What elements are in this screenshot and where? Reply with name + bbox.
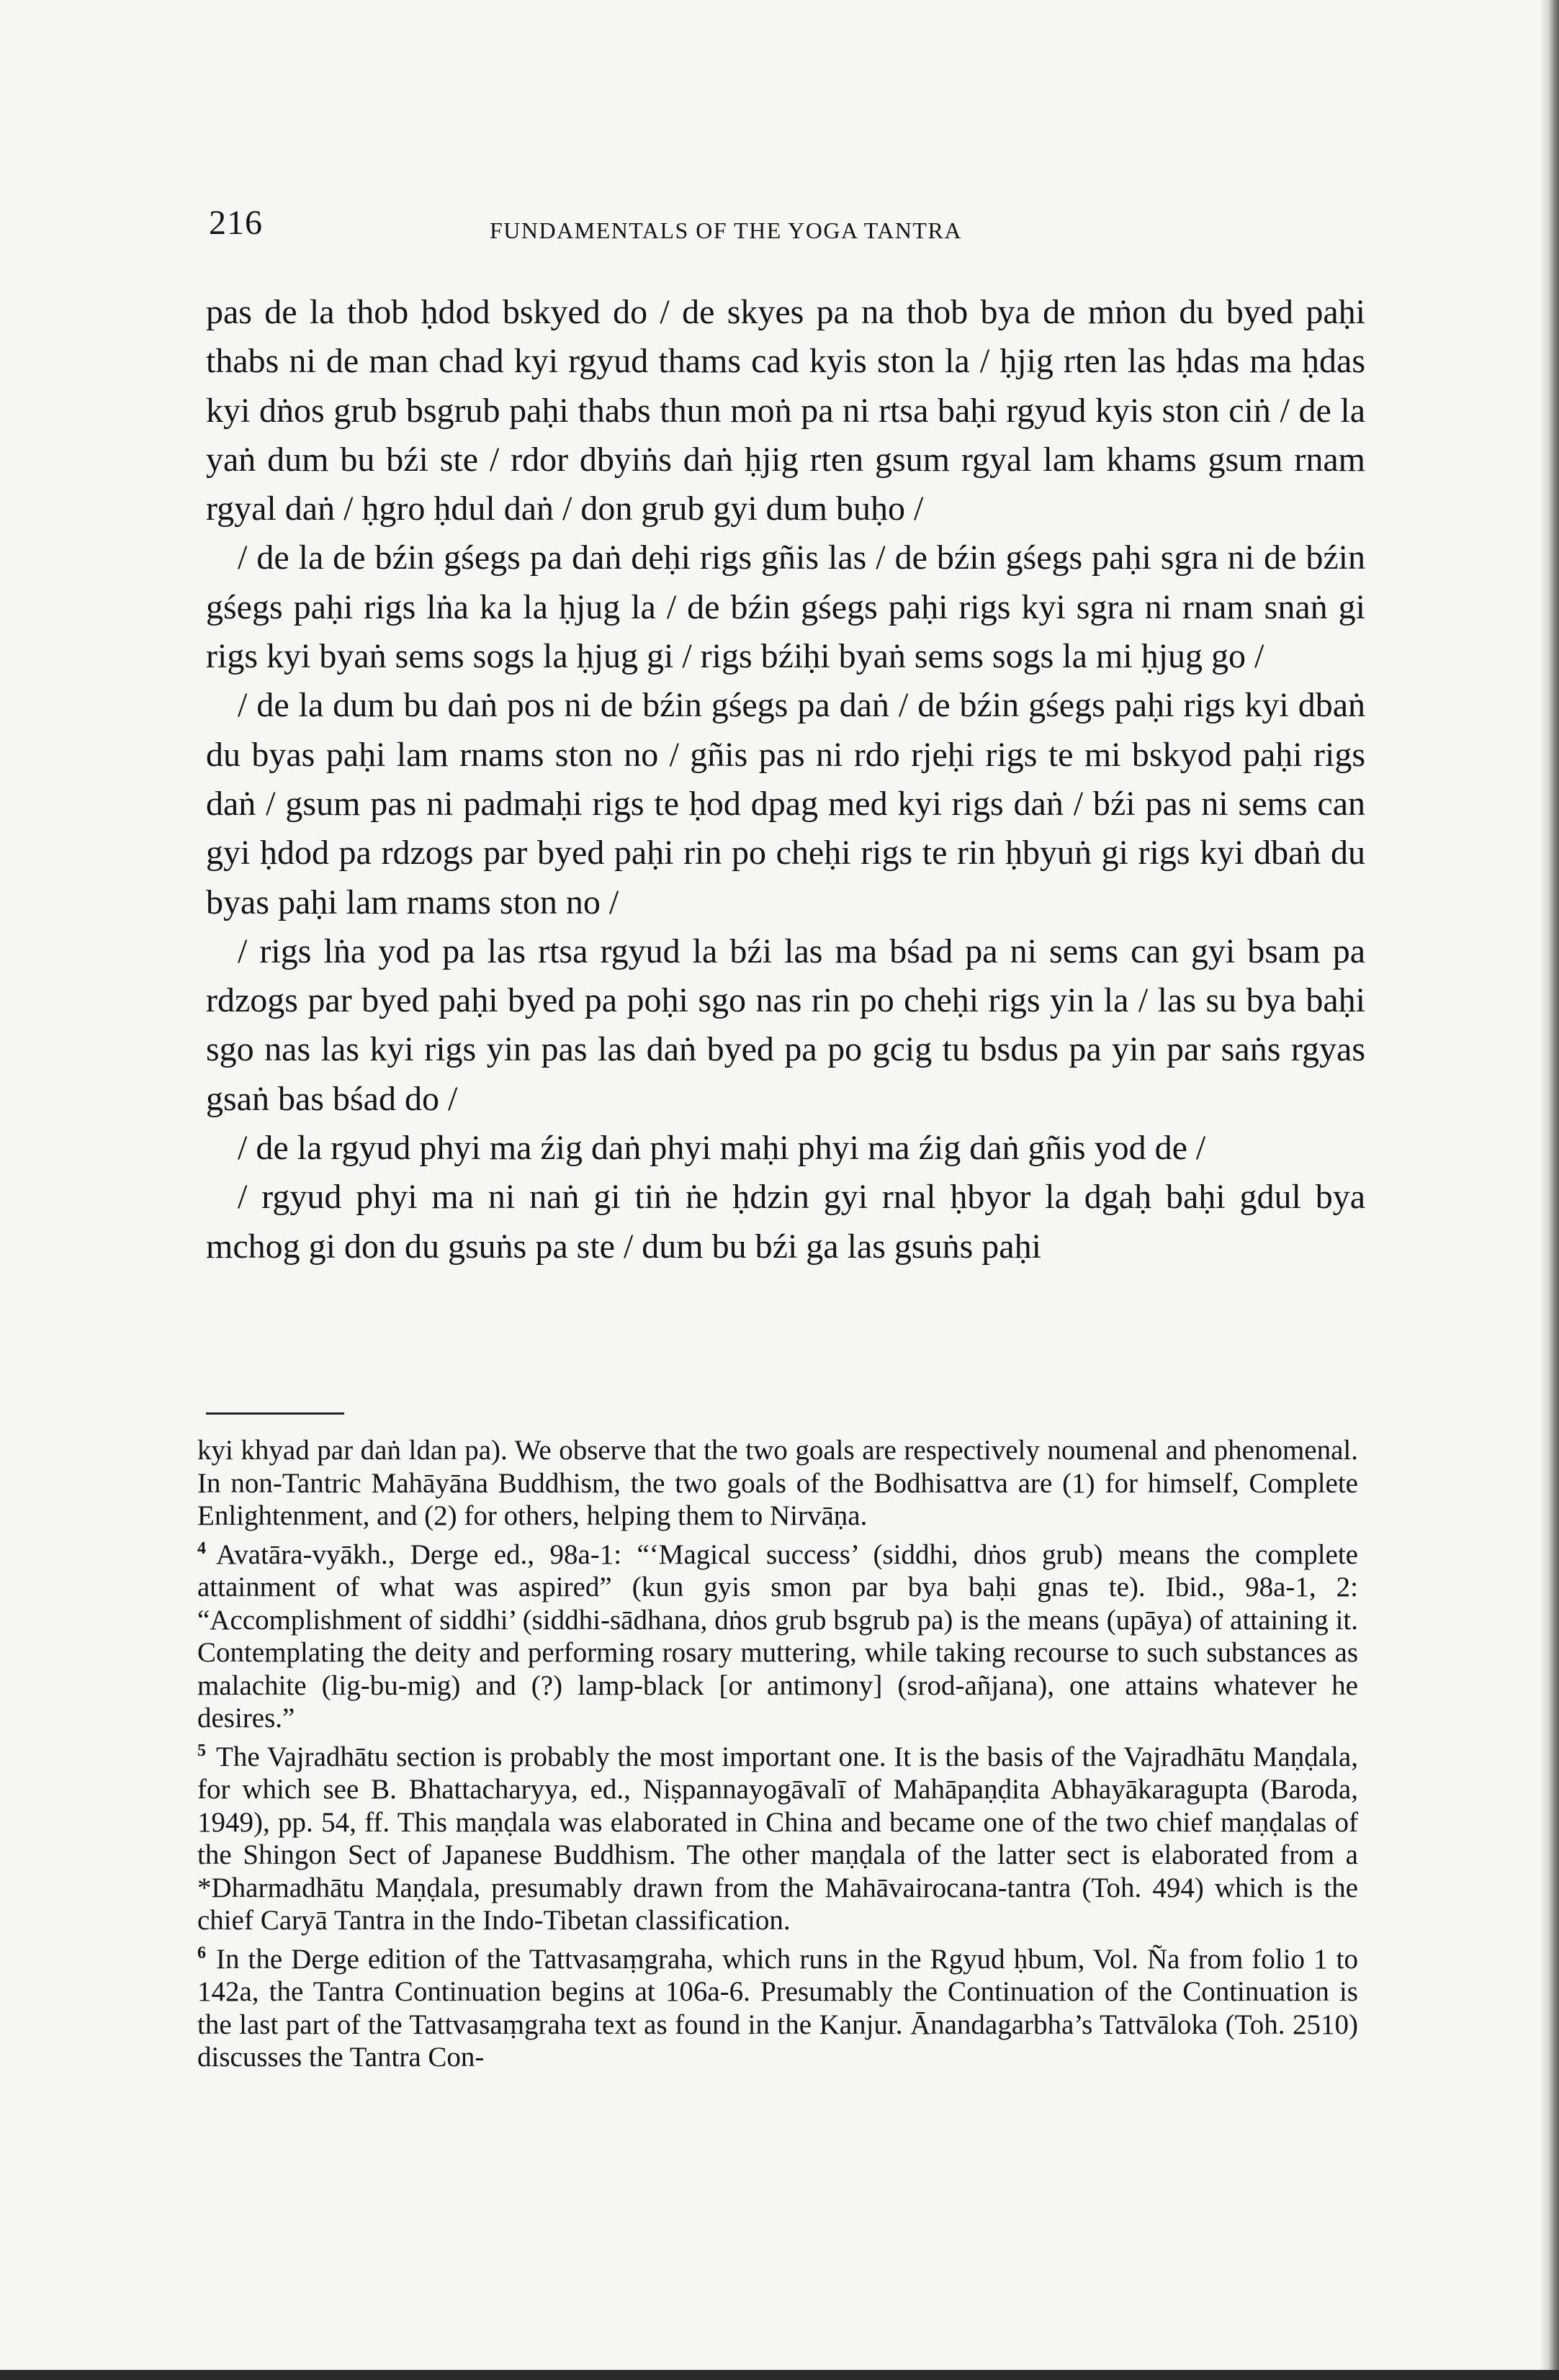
page-header — [209, 203, 1361, 246]
footnote-text: The Vajradhātu section is probably the most important one. It is the basis of the Vajradhātu Maṇḍala, for which see B. Bhattacharyya, ed., Niṣpannayogāvalī of Mahāpaṇḍita Abhayākaragupta (Baroda, 1949), pp. 54, ff. This maṇḍala was elaborated in China and became one of the two chief maṇḍalas of the Shingon Sect of Japanese Buddhism. The other maṇḍala of the latter sect is elaborated from a *Dharmadhātu Maṇḍala, presumably drawn from the Mahāvairocana-tantra (Toh. 494) which is the chief Caryā Tantra in the Indo-Tibetan classification. — [197, 1741, 1358, 1936]
footnote-5 — [197, 1735, 1358, 1937]
footnote-4 — [197, 1533, 1358, 1735]
footnotes — [197, 1434, 1358, 2074]
footnote-text: In the Derge edition of the Tattvasaṃgraha, which runs in the Rgyud ḥbum, Vol. Ña from folio 1 to 142a, the Tantra Continuation begins at 106a-6. Presumably the Continuation of the Continuation is the last part of the Tattvasaṃgraha text as found in the Kanjur. Ānandagarbha’s Tattvāloka (Toh. 2510) discusses the Tantra Con- — [197, 1943, 1358, 2073]
main-paragraph: / de la rgyud phyi ma źig daṅ phyi maḥi phyi ma źig daṅ gñis yod de / — [238, 1129, 1206, 1168]
scan-edge-shadow — [1540, 0, 1559, 2380]
running-title: FUNDAMENTALS OF THE YOGA TANTRA — [490, 217, 962, 243]
footnote-number: 5 — [197, 1741, 206, 1760]
footnote-text: Avatāra-vyākh., Derge ed., 98a-1: “‘Magical success’ (siddhi, dṅos grub) means the complete attainment of what was aspired” (kun gyis smon par bya baḥi gnas te). Ibid., 98a-1, 2: “Accomplishment of siddhi’ (siddhi-sādhana, dṅos grub bsgrub pa) is the means (upāya) of attaining it. Contemplating the deity and performing rosary muttering, while taking recourse to such substances as malachite (lig-bu-mig) and (?) lamp-black [or antimony] (srod-añjana), one attains whatever he desires.” — [197, 1538, 1358, 1734]
main-paragraph: / rgyud phyi ma ni naṅ gi tiṅ ṅe ḥdzin gyi rnal ḥbyor la dgaḥ baḥi gdul bya mchog gi don du gsuṅs pa ste / dum bu bźi ga las gsuṅs paḥi — [206, 1178, 1365, 1266]
scan-bottom-edge — [0, 2370, 1559, 2380]
main-paragraph: / rigs lṅa yod pa las rtsa rgyud la bźi las ma bśad pa ni sems can gyi bsam pa rdzogs par byed paḥi byed pa poḥi sgo nas rin po cheḥi rigs yin la / las su bya baḥi sgo nas las kyi rigs yin pas las daṅ byed pa po gcig tu bsdus pa yin par saṅs rgyas gsaṅ bas bśad do / — [206, 932, 1365, 1118]
main-paragraph: / de la dum bu daṅ pos ni de bźin gśegs pa daṅ / de bźin gśegs paḥi rigs kyi dbaṅ du byas paḥi lam rnams ston no / gñis pas ni rdo rjeḥi rigs te mi bskyod paḥi rigs daṅ / gsum pas ni padmaḥi rigs te ḥod dpag med kyi rigs daṅ / bźi pas ni sems can gyi ḥdod pa rdzogs par byed paḥi rin po cheḥi rigs te rin ḥbyuṅ gi rigs kyi dbaṅ du byas paḥi lam rnams ston no / — [206, 686, 1365, 921]
page-number: 216 — [209, 204, 263, 242]
footnote-6 — [197, 1937, 1358, 2074]
footnote-number: 6 — [197, 1943, 206, 1962]
main-text — [206, 288, 1365, 1271]
main-paragraph: pas de la thob ḥdod bskyed do / de skyes pa na thob bya de mṅon du byed paḥi thabs ni de man chad kyi rgyud thams cad kyis ston la / ḥjig rten las ḥdas ma ḥdas kyi dṅos grub bsgrub paḥi thabs thun moṅ pa ni rtsa baḥi rgyud kyis ston ciṅ / de la yaṅ dum bu bźi ste / rdor dbyiṅs daṅ ḥjig rten gsum rgyal lam khams gsum rnam rgyal daṅ / ḥgro ḥdul daṅ / don grub gyi dum buḥo / — [206, 293, 1365, 528]
main-paragraph: / de la de bźin gśegs pa daṅ deḥi rigs gñis las / de bźin gśegs paḥi sgra ni de bźin gśegs paḥi rigs lṅa ka la ḥjug la / de bźin gśegs paḥi rigs kyi sgra ni rnam snaṅ gi rigs kyi byaṅ sems sogs la ḥjug gi / rigs bźiḥi byaṅ sems sogs la mi ḥjug go / — [206, 538, 1365, 676]
footnote-separator — [206, 1412, 344, 1415]
footnote-continued: kyi khyad par daṅ ldan pa). We observe that the two goals are respectively noumenal and phenomenal. In non-Tantric Mahāyāna Buddhism, the two goals of the Bodhisattva are (1) for himself, Complete Enlightenment, and (2) for others, helping them to Nirvāṇa. — [197, 1435, 1358, 1531]
footnote-number: 4 — [197, 1538, 206, 1558]
